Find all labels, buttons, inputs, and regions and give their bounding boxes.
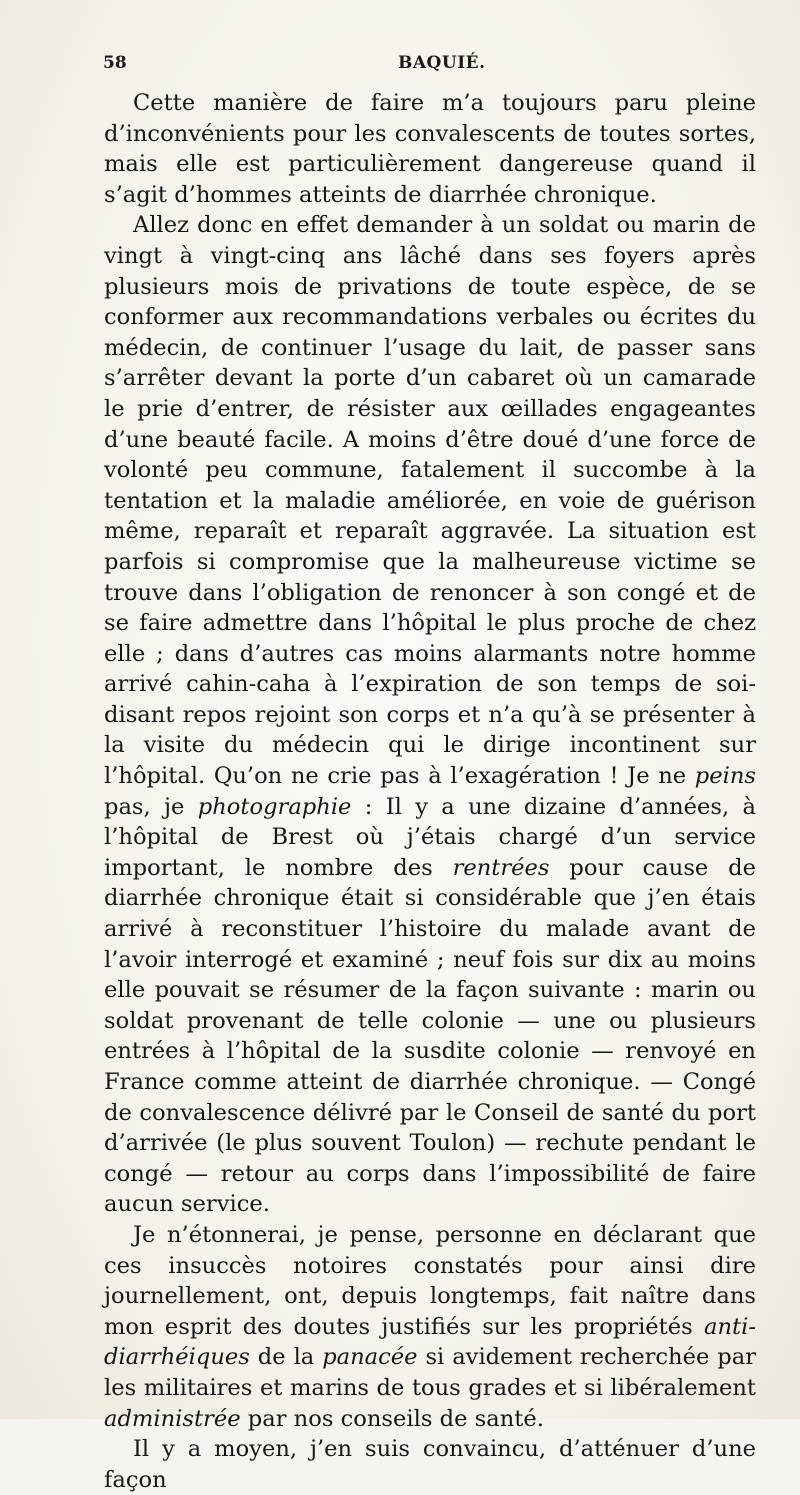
italic-text-segment: administrée <box>104 1405 241 1432</box>
text-segment: pas, je <box>104 793 198 820</box>
italic-text-segment: peins <box>694 763 756 790</box>
italic-text-segment: photographie <box>197 793 352 820</box>
text-segment: Il y a moyen, j’en suis convaincu, d’atténuer d’une façon <box>104 1436 756 1493</box>
text-segment: de la <box>249 1344 323 1371</box>
body-text <box>104 88 756 1495</box>
paragraph <box>104 1220 756 1434</box>
paragraph <box>104 88 756 210</box>
text-segment: si avidement recherchée par les militaires et marins de tous grades et si libéralement <box>104 1344 756 1401</box>
text-segment: par nos conseils de santé. <box>240 1405 544 1432</box>
page-header <box>103 53 753 83</box>
text-segment: Je n’étonnerai, je pense, personne en déclarant que ces insuccès notoires constatés pour ainsi dire journellement, ont, depuis longtemps, fait naître dans mon esprit des doutes justifiés sur les propriétés <box>104 1221 756 1340</box>
paragraph <box>104 210 756 1220</box>
text-segment: Cette manière de faire m’a toujours paru pleine d’inconvénients pour les convalescents de toutes sortes, mais elle est particulièrement dangereuse quand il s’agit d’hommes atteints de diarrhée chronique. <box>104 90 756 208</box>
page-number: 58 <box>103 53 127 73</box>
running-title: BAQUIÉ. <box>398 53 486 73</box>
text-segment: Allez donc en effet demander à un soldat ou marin de vingt à vingt-cinq ans lâché dans ses foyers après plusieurs mois de privations de toute espèce, de se conformer aux recommandations verbales ou écrites du médecin, de continuer l’usage du lait, de passer sans s’arrêter devant la porte d’un cabaret où un camarade le prie d’entrer, de résister aux œillades engageantes d’une beauté facile. A moins d’être doué d’une force de volonté peu commune, fatalement il succombe à la tentation et la maladie améliorée, en voie de guérison même, reparaît et reparaît aggravée. La situation est parfois si compromise que la malheureuse victime se trouve dans l’obligation de renoncer à son congé et de se faire admettre dans l’hôpital le plus proche de chez elle ; dans d’autres cas moins alarmants notre homme arrivé cahin-caha à l’expiration de son temps de soi-disant repos rejoint son corps et n’a qu’à se présenter à la visite du médecin qui le dirige incontinent sur l’hôpital. Qu’on ne crie pas à l’exagération ! Je ne <box>104 212 756 790</box>
paragraph <box>104 1434 756 1495</box>
text-segment: : Il y a une dizaine d’années, à l’hôpital de Brest où j’étais chargé d’un service important, le nombre des <box>104 793 756 881</box>
text-segment: pour cause de diarrhée chronique était si considérable que j’en étais arrivé à reconstituer l’histoire du malade avant de l’avoir interrogé et examiné ; neuf fois sur dix au moins elle pouvait se résumer de la façon suivante : marin ou soldat provenant de telle colonie — une ou plusieurs entrées à l’hôpital de la susdite colonie — renvoyé en France comme atteint de diarrhée chronique. — Congé de convalescence délivré par le Conseil de santé du port d’arrivée (le plus souvent Toulon) — rechute pendant le congé — retour au corps dans l’impossibilité de faire aucun service. <box>104 854 756 1218</box>
italic-text-segment: rentrées <box>452 854 550 881</box>
italic-text-segment: panacée <box>322 1344 418 1371</box>
italic-text-segment: anti-diarrhéiques <box>104 1313 756 1371</box>
